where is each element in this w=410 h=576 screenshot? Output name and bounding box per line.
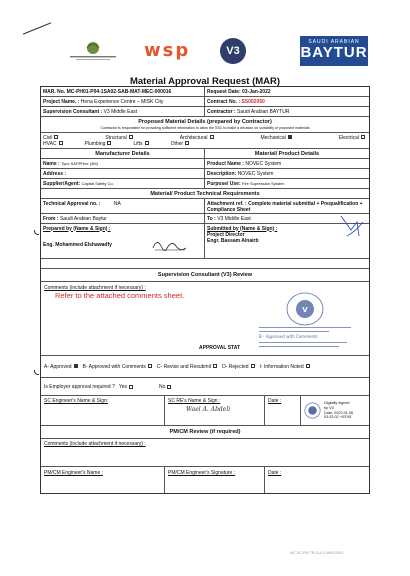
- discipline-other[interactable]: [171, 141, 192, 147]
- manufacturer-name: [41, 159, 205, 168]
- sc-date: [265, 396, 301, 425]
- contractor-value: Saudi Arabian BAYTUR: [237, 108, 290, 115]
- employer-no-checkbox[interactable]: [167, 385, 171, 389]
- address-label: Address :: [43, 170, 67, 177]
- product-name-value: NOVEC System: [245, 160, 282, 167]
- employer-approval-question: [41, 378, 369, 396]
- handwritten-mark: [23, 22, 51, 34]
- discipline-checkbox[interactable]: [185, 141, 189, 145]
- discipline-lifts[interactable]: [133, 141, 150, 147]
- stamp-code-text: B - Approved with Comments: [259, 334, 318, 339]
- manufacturer-name-value: Tyco SAPPHire (3M): [61, 160, 98, 166]
- binder-hole-mark: [34, 370, 39, 375]
- tech-approval-value: NA: [113, 200, 121, 207]
- request-date-value: 03-Jan-2022: [242, 88, 271, 95]
- discipline-label: Plumbing: [84, 140, 106, 147]
- discipline-checkbox[interactable]: [54, 135, 58, 139]
- to-value: V3 Middle East: [217, 215, 251, 222]
- sc-engineer-name-sign: SC Engineer's Name & Sign:: [41, 396, 165, 425]
- discipline-mechanical[interactable]: [260, 135, 293, 141]
- pmcm-engineer-signature: PM/CM Engineer's Signature :: [165, 467, 265, 493]
- approval-option-label: Approved with Comments: [88, 363, 146, 370]
- submitted-by-signature: [337, 210, 367, 244]
- sc-re-label: SC RE's Name & Sign :: [168, 398, 221, 404]
- sc-re-name-sign: [165, 396, 265, 425]
- digital-signature-line-1: Digitally signed: [324, 401, 350, 406]
- approval-option-i[interactable]: [260, 364, 312, 370]
- project-name-label: Project Name. :: [43, 98, 80, 105]
- discipline-checkbox[interactable]: [288, 135, 292, 139]
- digital-signature-line-3: Date: 2022.01.06: [324, 410, 354, 415]
- approval-option-checkbox[interactable]: [251, 364, 255, 368]
- employer-yes-label: Yes: [118, 383, 128, 390]
- prepared-by-name: Eng. Mohammed Elshawadfy: [43, 241, 112, 248]
- discipline-checkbox[interactable]: [129, 135, 133, 139]
- from-field: [41, 214, 205, 223]
- svg-text:V: V: [302, 306, 308, 314]
- approval-option-c[interactable]: [157, 364, 219, 370]
- discipline-label: HVAC: [43, 140, 57, 147]
- approval-options: [41, 356, 369, 378]
- attachment-ref: Attachment ref. : Complete material submittal + Prequalification + Compliance Sheet: [207, 200, 363, 213]
- supplier-value: Capital Safety Co.: [81, 180, 114, 186]
- product-description: [205, 169, 369, 178]
- manufacturer-details-heading: Manufacturer Details: [41, 149, 205, 158]
- purpose-use: [205, 179, 369, 188]
- mar-form: [40, 86, 370, 494]
- pmcm-comments-label: Comments (include attachment if necessary) :: [44, 441, 146, 447]
- v3-approval-stamp: [255, 287, 355, 351]
- supplier-label: Supplier/Agent:: [43, 180, 81, 187]
- consultant-label: Supervision Consultant :: [43, 108, 103, 115]
- digital-signature-line-2: by V3: [324, 405, 334, 410]
- discipline-checkbox[interactable]: [210, 135, 214, 139]
- proposed-material-header: [41, 117, 369, 132]
- proposed-material-note: Contractor is responsible for providing sufficient information to allow the SSC to make a decision on suitability of proposed materials: [100, 125, 310, 130]
- purpose-label: Purpose/ Use:: [207, 180, 241, 187]
- supervision-comments-value: Refer to the attached comments sheet.: [55, 291, 185, 300]
- discipline-electrical[interactable]: [339, 135, 367, 141]
- pmcm-date: [265, 467, 369, 493]
- approval-status-label: APPROVAL STAT: [199, 345, 241, 351]
- project-name-value: Hena Experience Centre – MISK City: [80, 98, 164, 105]
- employer-no-label: No: [159, 383, 166, 390]
- supervision-comments: [41, 282, 369, 356]
- review-sections: [41, 259, 369, 493]
- approval-option-label: Information Noted: [263, 363, 304, 370]
- request-date: [205, 87, 369, 96]
- manufacturer-address: [41, 169, 205, 178]
- prepared-by-signature: [151, 238, 191, 252]
- approval-option-checkbox[interactable]: [213, 364, 217, 368]
- discipline-checkbox[interactable]: [107, 141, 111, 145]
- description-label: Description:: [207, 170, 237, 177]
- prepared-by: [41, 224, 205, 258]
- baytur-logo-text: BAYTUR: [300, 44, 368, 61]
- wsp-logo: wsp: [144, 40, 191, 61]
- supervision-review-heading: Supervision Consultant (V3) Review: [41, 269, 369, 282]
- product-name-label: Product Name :: [207, 160, 244, 167]
- pmcm-signature-row: [41, 467, 369, 493]
- employer-yes-checkbox[interactable]: [129, 385, 133, 389]
- submitted-by: [205, 224, 369, 258]
- tech-approval-label: Technical Approval no. :: [43, 200, 101, 207]
- client-emblem-logo: [64, 40, 122, 64]
- discipline-checkbox[interactable]: [361, 135, 365, 139]
- baytur-logo: [300, 36, 368, 66]
- discipline-label: Electrical: [338, 134, 359, 141]
- approval-option-code: D-: [222, 363, 229, 370]
- submitted-by-role: Project Director: [207, 231, 245, 238]
- approval-option-checkbox[interactable]: [148, 364, 152, 368]
- mar-number-label: MAR. No.: [43, 88, 66, 95]
- v3-digital-seal-icon: [304, 402, 321, 419]
- contract-number: [205, 97, 369, 106]
- discipline-plumbing[interactable]: [85, 141, 114, 147]
- approval-option-code: B-: [82, 363, 89, 370]
- technical-approval: [41, 199, 205, 213]
- supervision-consultant: [41, 107, 205, 116]
- manufacturer-name-label: Name :: [43, 160, 60, 167]
- sc-signature-row: [41, 396, 369, 426]
- sc-date-label: Date :: [268, 398, 282, 404]
- description-value: NOVEC System: [237, 170, 274, 177]
- technical-requirements-heading: Material/ Product Technical Requirements: [150, 190, 260, 197]
- digital-signature: [301, 396, 369, 425]
- discipline-label: Lifts: [133, 140, 143, 147]
- document-title: Material Approval Request (MAR): [129, 76, 281, 87]
- to-label: To :: [207, 215, 216, 222]
- submitted-by-name: Engr. Bassam Alnairb: [207, 237, 259, 244]
- contract-number-value: SS002050: [241, 98, 265, 105]
- approval-option-a[interactable]: [44, 364, 80, 370]
- supervision-comments-label: Comments (include attachment if necessary) :: [44, 285, 146, 291]
- approval-option-code: I-: [259, 363, 264, 370]
- approval-option-code: A-: [44, 363, 51, 370]
- discipline-checkboxes: [41, 133, 369, 148]
- from-label: From :: [43, 215, 59, 222]
- sc-re-signature: Wael A. Abdeli: [186, 406, 231, 413]
- digital-signature-text: [324, 401, 353, 419]
- product-name: [205, 159, 369, 168]
- discipline-label: Other: [170, 140, 184, 147]
- discipline-label: Architectural: [179, 134, 208, 141]
- approval-option-label: Approved: [50, 363, 72, 370]
- proposed-material-heading: Proposed Material Details (prepared by Contractor): [138, 118, 272, 125]
- contractor-label: Contractor :: [207, 108, 236, 115]
- baytur-logo-subtitle: SAUDI ARABIAN: [308, 39, 360, 45]
- v3-logo: V3: [220, 38, 246, 64]
- binder-hole-mark: [34, 230, 39, 235]
- supplier-agent: [41, 179, 205, 188]
- contractor: [205, 107, 369, 116]
- prepared-by-label: Prepared by (Name & Sign) :: [43, 225, 111, 232]
- pmcm-review-heading: PM/CM Review (if required): [41, 426, 369, 439]
- approval-option-label: Rejected: [228, 363, 249, 370]
- discipline-label: Mechanical: [260, 134, 286, 141]
- pmcm-date-label: Date :: [268, 470, 282, 476]
- approval-option-checkbox[interactable]: [306, 364, 310, 368]
- discipline-checkbox[interactable]: [145, 141, 149, 145]
- pmcm-comments: [41, 439, 369, 467]
- project-name: [41, 97, 205, 106]
- mar-number: [41, 87, 205, 96]
- discipline-hvac[interactable]: [43, 141, 65, 147]
- discipline-checkbox[interactable]: [59, 141, 63, 145]
- request-date-label: Request Date:: [207, 88, 241, 95]
- approval-option-label: Revise and Resubmit: [163, 363, 212, 370]
- from-value: Saudi Arabian Baytur: [59, 215, 107, 222]
- discipline-label: Civil: [43, 134, 53, 141]
- digital-signature-line-4: 03:32:02 +03'00': [324, 415, 352, 420]
- purpose-value: Fire Supression System: [242, 180, 285, 186]
- contract-number-label: Contract No. :: [207, 98, 241, 105]
- pmcm-engineer-name: PM/CM Engineer's Name :: [41, 467, 165, 493]
- employer-question-text: Is Employer approval required ?: [44, 383, 115, 390]
- product-details-heading: Material/ Product Details: [254, 150, 320, 157]
- discipline-label: Structural: [105, 134, 127, 141]
- approval-option-d[interactable]: [222, 364, 256, 370]
- consultant-value: V3 Middle East: [103, 108, 138, 115]
- approval-option-b[interactable]: [83, 364, 154, 370]
- document-footer-code: MC-SC-PM-TR-S-A-F-MAR-0001: [290, 551, 344, 555]
- mar-number-value: MC-PH01-P04-1SA02-SAB-MAT-MEC-000016: [66, 88, 172, 95]
- submitted-by-label: Submitted by (Name & Sign) :: [207, 225, 278, 232]
- approval-option-checkbox[interactable]: [74, 364, 78, 368]
- approval-option-code: C-: [156, 363, 164, 370]
